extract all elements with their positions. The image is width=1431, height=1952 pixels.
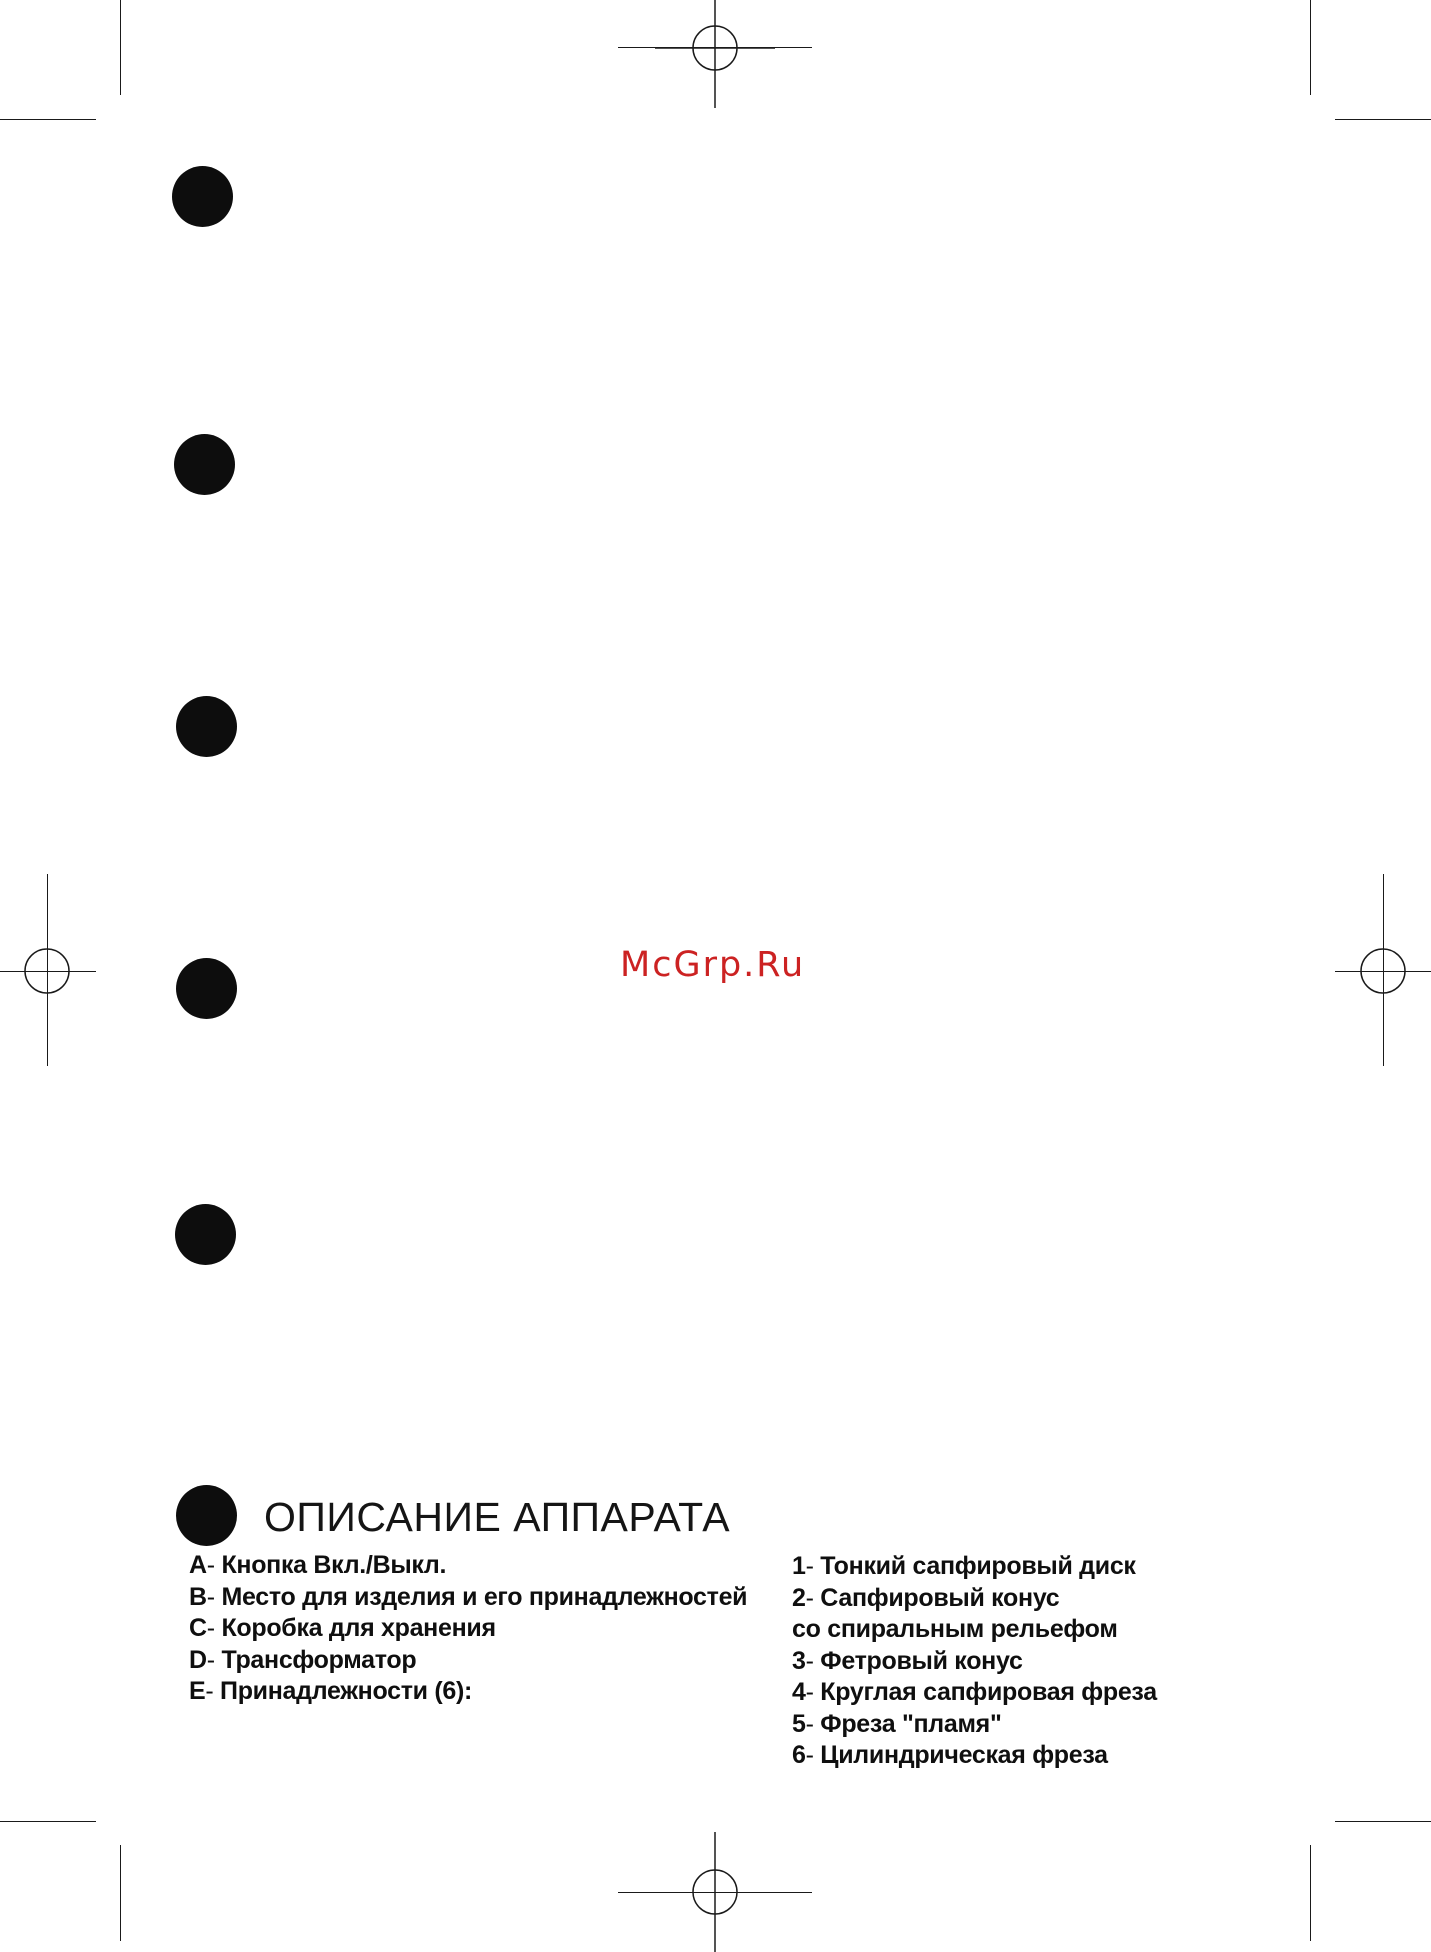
section-bullet-6 — [176, 1485, 237, 1546]
crop-mark-top-left-vertical — [120, 0, 121, 95]
item-text: Кнопка Вкл./Выкл. — [221, 1551, 447, 1579]
section-bullet-2 — [174, 434, 235, 495]
crop-mark-bottom-right-horizontal — [1335, 1821, 1431, 1822]
list-item — [189, 1676, 747, 1708]
section-bullet-5 — [175, 1204, 236, 1265]
crop-mark-top-right-vertical — [1310, 0, 1311, 95]
accessories-list — [792, 1551, 1157, 1772]
list-item — [792, 1551, 1157, 1583]
item-code: 3 — [792, 1646, 806, 1675]
registration-line-left-horizontal — [0, 971, 96, 972]
list-item — [792, 1583, 1157, 1615]
registration-line-bottom — [618, 1892, 812, 1893]
registration-line-top — [618, 47, 812, 48]
list-item — [792, 1646, 1157, 1678]
item-text: Сапфировый конус — [820, 1583, 1060, 1612]
registration-line-left-vertical — [47, 874, 48, 1066]
crop-mark-bottom-right-vertical — [1310, 1845, 1311, 1941]
item-code: A — [189, 1551, 207, 1579]
list-item — [189, 1550, 747, 1582]
item-separator: - — [805, 1741, 821, 1769]
item-code: D — [189, 1645, 207, 1674]
registration-line-right-horizontal — [1335, 971, 1431, 972]
item-code: 6 — [792, 1741, 806, 1769]
section-bullet-4 — [176, 958, 237, 1019]
item-text: Цилиндрическая фреза — [820, 1741, 1108, 1769]
section-bullet-3 — [176, 696, 237, 757]
item-text: Фетровый конус — [820, 1646, 1023, 1675]
item-separator: - — [206, 1614, 222, 1642]
list-item — [189, 1645, 747, 1677]
item-code: B — [189, 1582, 207, 1611]
item-code: C — [189, 1614, 207, 1642]
item-text: со спиральным рельефом — [792, 1615, 1118, 1643]
list-item — [189, 1582, 747, 1614]
item-separator: - — [205, 1677, 221, 1705]
item-separator: - — [805, 1552, 821, 1580]
item-code: 1 — [792, 1552, 806, 1580]
item-separator: - — [805, 1646, 821, 1675]
item-separator: - — [805, 1678, 821, 1706]
item-text: Фреза "пламя" — [820, 1709, 1002, 1738]
crop-mark-bottom-left-horizontal — [0, 1821, 96, 1822]
list-item — [792, 1709, 1157, 1741]
item-code: 2 — [792, 1583, 806, 1612]
item-code: 4 — [792, 1678, 806, 1706]
item-text: Принадлежности (6): — [220, 1677, 473, 1705]
item-text: Тонкий сапфировый диск — [820, 1552, 1136, 1580]
parts-list — [189, 1550, 747, 1708]
item-text: Коробка для хранения — [221, 1614, 496, 1642]
list-item — [792, 1740, 1157, 1772]
crosshair-icon — [655, 0, 775, 108]
item-separator: - — [206, 1645, 222, 1674]
registration-line-right-vertical — [1383, 874, 1384, 1066]
crop-mark-bottom-left-vertical — [120, 1845, 121, 1941]
item-code: 5 — [792, 1709, 806, 1738]
item-text: Круглая сапфировая фреза — [820, 1678, 1157, 1706]
item-text: Место для изделия и его принадлежностей — [221, 1582, 748, 1611]
crop-mark-top-right-horizontal — [1335, 119, 1431, 120]
list-item — [189, 1613, 747, 1645]
registration-mark-top — [655, 0, 775, 108]
item-text: Трансформатор — [221, 1645, 417, 1674]
section-title: ОПИСАНИЕ АППАРАТА — [264, 1494, 731, 1540]
crop-mark-top-left-horizontal — [0, 119, 96, 120]
item-code: E — [189, 1677, 206, 1705]
item-separator: - — [206, 1582, 222, 1611]
item-separator: - — [805, 1709, 821, 1738]
list-item — [792, 1677, 1157, 1709]
section-bullet-1 — [172, 166, 233, 227]
item-separator: - — [206, 1551, 222, 1579]
item-separator: - — [805, 1583, 821, 1612]
watermark: McGrp.Ru — [620, 945, 806, 985]
list-item-continuation — [792, 1614, 1157, 1646]
